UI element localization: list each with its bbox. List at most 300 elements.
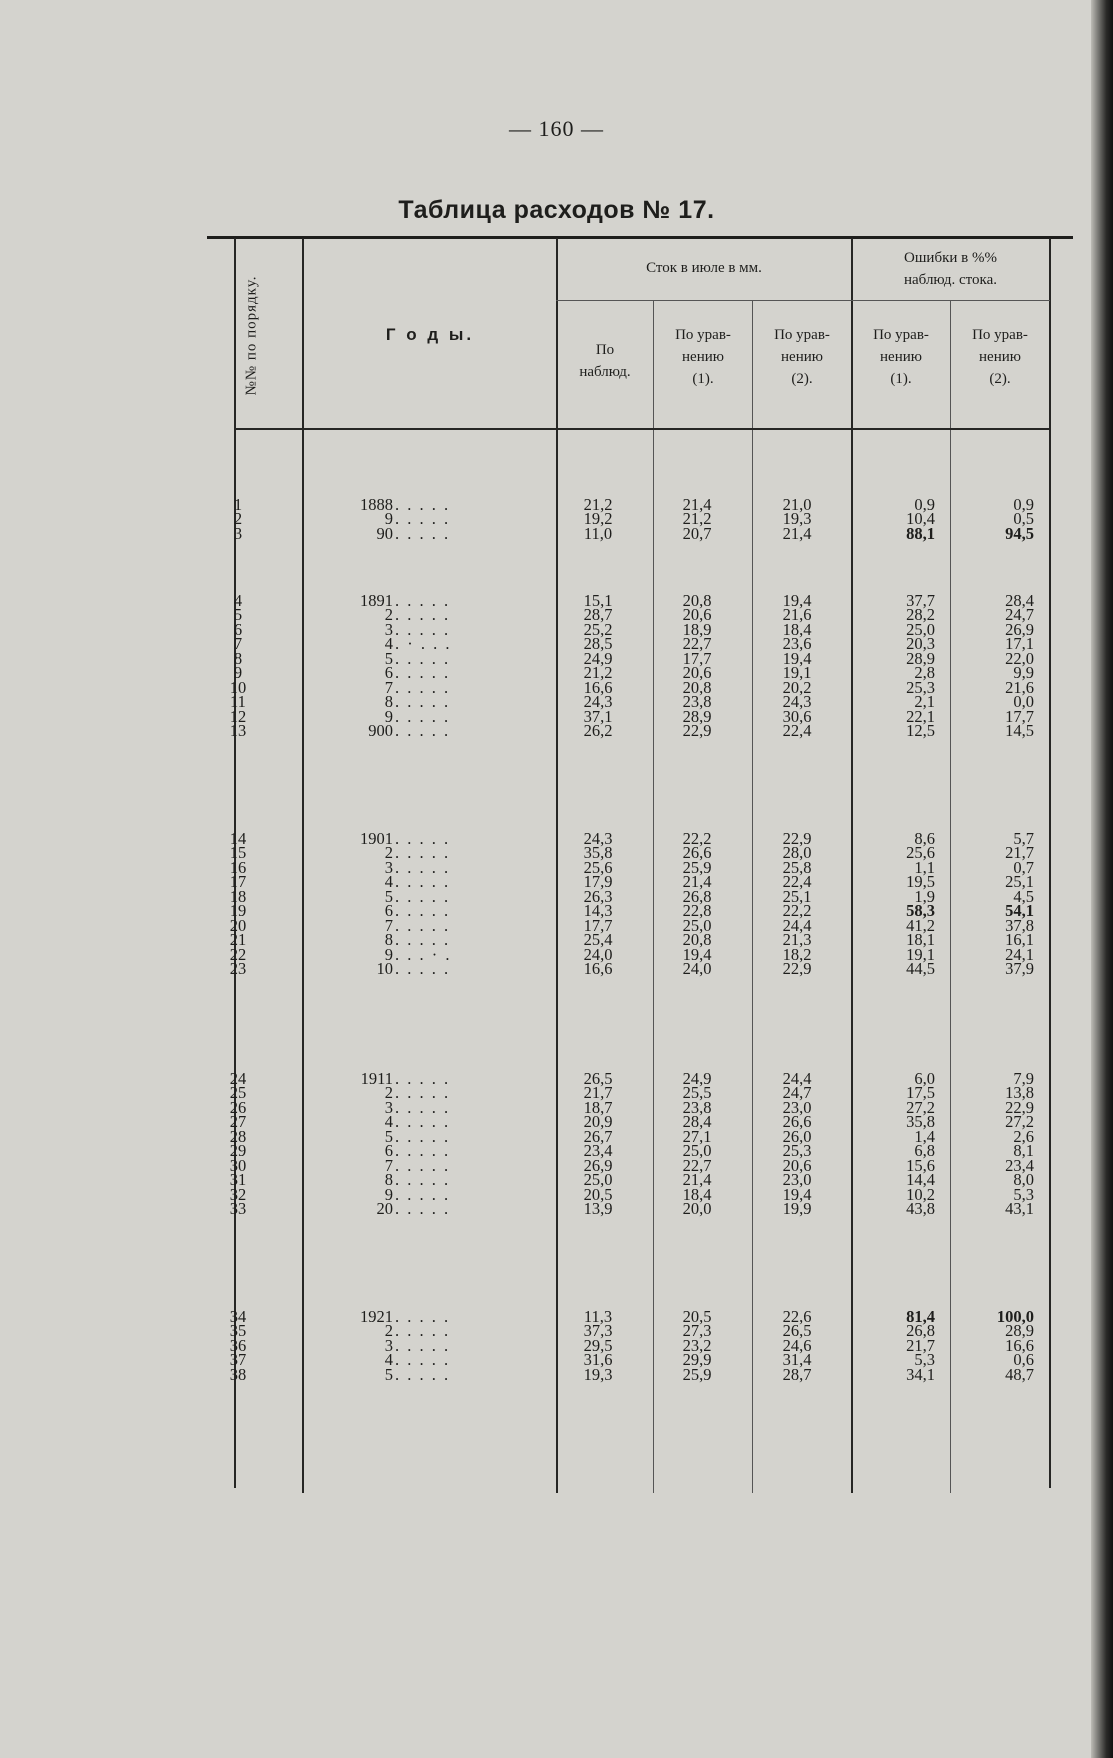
row-leader-dots: . . . . . — [395, 1350, 451, 1370]
row-number: 20 — [229, 915, 247, 935]
row-error1: 15,6 — [906, 1155, 935, 1175]
header-error1-line1: По урав- — [873, 327, 929, 343]
row-leader-dots: . . . . . — [395, 930, 451, 950]
row-observed: 19,2 — [583, 509, 613, 529]
row-number: 23 — [229, 959, 247, 979]
row-observed: 35,8 — [583, 843, 613, 863]
row-observed: 25,4 — [583, 930, 613, 950]
row-equation2: 21,4 — [782, 523, 812, 543]
row-equation1: 20,8 — [682, 677, 712, 697]
row-equation2: 26,0 — [782, 1126, 812, 1146]
row-error2: 5,3 — [1013, 1184, 1034, 1204]
row-leader-dots: . . . . . — [395, 1184, 451, 1204]
row-error2: 22,0 — [1005, 648, 1034, 668]
row-year: 2 — [384, 605, 393, 625]
row-error1: 58,3 — [906, 901, 935, 921]
row-error2: 37,8 — [1005, 915, 1034, 935]
row-observed: 31,6 — [583, 1350, 613, 1370]
row-year: 5 — [384, 648, 393, 668]
row-equation2: 20,2 — [782, 677, 812, 697]
row-year: 7 — [384, 915, 393, 935]
row-error1: 0,9 — [914, 495, 935, 514]
row-equation1: 23,2 — [682, 1335, 712, 1355]
row-equation2: 24,4 — [782, 915, 812, 935]
row-error1: 21,7 — [906, 1335, 935, 1355]
row-error1: 6,8 — [914, 1141, 935, 1161]
row-error2: 22,9 — [1005, 1097, 1034, 1117]
row-number: 6 — [233, 619, 243, 639]
row-year: 1888 — [360, 495, 393, 514]
row-leader-dots: . . . . . — [395, 692, 451, 712]
row-leader-dots: . . . . . — [395, 843, 451, 863]
row-equation2: 22,4 — [782, 872, 812, 892]
row-error2: 26,9 — [1005, 619, 1034, 639]
table-row — [207, 1364, 1047, 1385]
header-error2-line1: По урав- — [972, 327, 1028, 343]
row-error2: 17,7 — [1005, 706, 1034, 726]
row-error1: 44,5 — [906, 959, 935, 979]
row-error1: 19,1 — [906, 944, 935, 964]
row-year: 2 — [384, 1083, 393, 1103]
row-leader-dots: . . . . . — [395, 495, 451, 514]
row-equation2: 19,1 — [782, 663, 812, 683]
row-equation1: 20,6 — [682, 663, 712, 683]
row-year: 2 — [384, 843, 393, 863]
header-observed-line2: наблюд. — [579, 363, 631, 380]
row-year: 8 — [384, 930, 393, 950]
row-equation2: 28,0 — [782, 843, 812, 863]
row-error1: 1,4 — [914, 1126, 935, 1146]
row-error2: 94,5 — [1005, 523, 1034, 543]
row-error2: 37,9 — [1005, 959, 1034, 979]
row-leader-dots: . . . . . — [395, 648, 451, 668]
row-equation2: 25,8 — [782, 857, 812, 877]
row-leader-dots: . . . . . — [395, 901, 451, 921]
row-equation2: 22,2 — [782, 901, 812, 921]
row-leader-dots: . . . . . — [395, 1126, 451, 1146]
row-equation2: 31,4 — [782, 1350, 812, 1370]
row-number: 24 — [229, 1069, 247, 1088]
row-error1: 1,1 — [914, 857, 935, 877]
row-number: 13 — [229, 721, 247, 741]
row-error1: 2,1 — [914, 692, 935, 712]
row-number: 38 — [229, 1364, 247, 1384]
row-equation1: 20,5 — [682, 1307, 712, 1326]
row-equation1: 25,5 — [682, 1083, 712, 1103]
row-equation1: 25,9 — [682, 857, 712, 877]
row-error2: 28,9 — [1005, 1321, 1034, 1341]
row-observed: 29,5 — [583, 1335, 613, 1355]
row-observed: 20,9 — [583, 1112, 613, 1132]
row-leader-dots: . . . . . — [395, 1307, 451, 1326]
row-observed: 19,3 — [583, 1364, 613, 1384]
row-error2: 8,0 — [1013, 1170, 1034, 1190]
row-leader-dots: . . . . . — [395, 706, 451, 726]
row-year: 2 — [384, 1321, 393, 1341]
row-equation1: 21,4 — [682, 872, 712, 892]
row-observed: 37,1 — [583, 706, 613, 726]
row-equation1: 23,8 — [682, 692, 712, 712]
row-year: 8 — [384, 1170, 393, 1190]
row-number: 3 — [233, 523, 243, 543]
row-error1: 43,8 — [906, 1199, 935, 1219]
header-errors-line1: Ошибки в %% — [904, 250, 997, 266]
row-equation2: 19,9 — [782, 1199, 812, 1219]
row-equation2: 24,4 — [782, 1069, 812, 1088]
row-observed: 25,6 — [583, 857, 613, 877]
row-error2: 17,1 — [1005, 634, 1034, 654]
row-error2: 25,1 — [1005, 872, 1034, 892]
row-observed: 25,2 — [583, 619, 613, 639]
row-error1: 1,9 — [914, 886, 935, 906]
row-equation1: 20,0 — [682, 1199, 712, 1219]
row-equation2: 23,6 — [782, 634, 812, 654]
row-year: 9 — [384, 944, 393, 964]
row-year: 9 — [384, 706, 393, 726]
row-leader-dots: . . . . . — [395, 1097, 451, 1117]
row-number: 25 — [229, 1083, 247, 1103]
header-equation1 — [653, 325, 753, 390]
row-observed: 24,9 — [583, 648, 613, 668]
row-error1: 25,6 — [906, 843, 935, 863]
row-error2: 4,5 — [1013, 886, 1034, 906]
header-error1-line3: (1). — [890, 370, 912, 387]
row-leader-dots: . . . . . — [395, 1364, 451, 1384]
row-leader-dots: . · . . . — [395, 634, 452, 654]
row-error1: 28,9 — [906, 648, 935, 668]
row-number: 18 — [229, 886, 247, 906]
row-number: 9 — [233, 663, 243, 683]
row-equation2: 22,9 — [782, 829, 812, 848]
row-number: 21 — [229, 930, 247, 950]
header-observed-line1: По — [595, 342, 615, 358]
row-leader-dots: . . . . . — [395, 605, 451, 625]
row-equation2: 21,0 — [782, 495, 812, 514]
row-leader-dots: . . . . . — [395, 677, 451, 697]
row-number: 19 — [229, 901, 247, 921]
row-error2: 16,1 — [1005, 930, 1034, 950]
row-error1: 25,3 — [906, 677, 935, 697]
row-leader-dots: . . . . . — [395, 872, 451, 892]
row-observed: 16,6 — [583, 677, 613, 697]
row-number: 12 — [229, 706, 247, 726]
row-equation2: 19,4 — [782, 1184, 812, 1204]
row-equation1: 20,6 — [682, 605, 712, 625]
row-observed: 16,6 — [583, 959, 613, 979]
row-equation2: 26,6 — [782, 1112, 812, 1132]
row-error2: 23,4 — [1005, 1155, 1034, 1175]
row-number: 8 — [233, 648, 243, 668]
row-error1: 18,1 — [906, 930, 935, 950]
row-leader-dots: . . . . . — [395, 857, 451, 877]
row-error1: 8,6 — [914, 829, 935, 848]
row-observed: 37,3 — [583, 1321, 613, 1341]
row-error2: 0,6 — [1013, 1350, 1034, 1370]
row-year: 8 — [384, 692, 393, 712]
row-leader-dots: . . . . . — [395, 509, 451, 529]
row-error2: 54,1 — [1005, 901, 1034, 921]
row-error2: 13,8 — [1005, 1083, 1034, 1103]
row-observed: 21,2 — [583, 663, 613, 683]
row-equation1: 21,4 — [682, 495, 712, 514]
row-error2: 5,7 — [1013, 829, 1034, 848]
header-group-rule — [556, 300, 1050, 301]
row-year: 9 — [384, 1184, 393, 1204]
row-equation2: 22,4 — [782, 721, 812, 741]
row-leader-dots: . . . . . — [395, 915, 451, 935]
row-equation2: 20,6 — [782, 1155, 812, 1175]
row-error1: 19,5 — [906, 872, 935, 892]
row-number: 17 — [229, 872, 247, 892]
header-equation1-line3: (1). — [692, 370, 714, 387]
header-errors-group — [851, 248, 1050, 292]
header-equation1-line2: нению — [682, 348, 724, 365]
row-equation1: 25,0 — [682, 915, 712, 935]
row-year: 7 — [384, 677, 393, 697]
row-error2: 7,9 — [1013, 1069, 1034, 1088]
row-equation1: 26,8 — [682, 886, 712, 906]
row-number: 5 — [233, 605, 243, 625]
row-year: 4 — [384, 634, 393, 654]
row-equation2: 23,0 — [782, 1170, 812, 1190]
row-error1: 22,1 — [906, 706, 935, 726]
row-number: 29 — [229, 1141, 247, 1161]
header-equation2-line2: нению — [781, 348, 823, 365]
row-equation2: 24,3 — [782, 692, 812, 712]
row-equation1: 29,9 — [682, 1350, 712, 1370]
row-equation1: 17,7 — [682, 648, 712, 668]
row-equation2: 24,6 — [782, 1335, 812, 1355]
row-number: 10 — [229, 677, 247, 697]
header-error1-line2: нению — [880, 348, 922, 365]
row-error2: 0,7 — [1013, 857, 1034, 877]
header-equation2 — [752, 325, 852, 390]
row-year: 1921 — [360, 1307, 393, 1326]
table-title: Таблица расходов № 17. — [398, 196, 715, 224]
row-error1: 25,0 — [906, 619, 935, 639]
row-observed: 21,2 — [583, 495, 613, 514]
row-number: 7 — [233, 634, 243, 654]
row-equation2: 23,0 — [782, 1097, 812, 1117]
row-error2: 0,0 — [1013, 692, 1034, 712]
row-error1: 6,0 — [914, 1069, 935, 1088]
row-leader-dots: . . . . . — [395, 663, 451, 683]
header-error2-line3: (2). — [989, 370, 1011, 387]
table-row — [207, 1198, 1047, 1219]
row-year: 4 — [384, 872, 393, 892]
row-observed: 26,5 — [583, 1069, 613, 1088]
header-observed — [556, 340, 654, 384]
row-observed: 21,7 — [583, 1083, 613, 1103]
row-year: 5 — [384, 886, 393, 906]
row-observed: 24,0 — [583, 944, 613, 964]
row-observed: 14,3 — [583, 901, 613, 921]
row-year: 5 — [384, 1364, 393, 1384]
row-error2: 16,6 — [1005, 1335, 1034, 1355]
row-error1: 12,5 — [906, 721, 935, 741]
row-error1: 34,1 — [906, 1364, 935, 1384]
row-number: 16 — [229, 857, 247, 877]
row-equation2: 28,7 — [782, 1364, 812, 1384]
row-observed: 26,9 — [583, 1155, 613, 1175]
row-error2: 14,5 — [1005, 721, 1034, 741]
row-number: 31 — [229, 1170, 247, 1190]
row-error1: 35,8 — [906, 1112, 935, 1132]
row-equation2: 25,3 — [782, 1141, 812, 1161]
row-observed: 20,5 — [583, 1184, 613, 1204]
header-runoff-group: Сток в июле в мм. — [646, 260, 762, 276]
row-error2: 9,9 — [1013, 663, 1034, 683]
header-error2-line2: нению — [979, 348, 1021, 365]
row-leader-dots: . . . . . — [395, 1199, 451, 1219]
row-equation2: 22,9 — [782, 959, 812, 979]
row-observed: 11,3 — [583, 1307, 613, 1326]
row-year: 6 — [384, 663, 393, 683]
row-error2: 2,6 — [1013, 1126, 1034, 1146]
row-equation1: 25,9 — [682, 1364, 712, 1384]
row-year: 1891 — [360, 591, 393, 610]
row-number: 27 — [229, 1112, 247, 1132]
row-leader-dots: . . . . . — [395, 1155, 451, 1175]
row-equation2: 21,3 — [782, 930, 812, 950]
row-year: 7 — [384, 1155, 393, 1175]
row-number: 28 — [229, 1126, 247, 1146]
row-equation1: 22,8 — [682, 901, 712, 921]
row-error2: 24,7 — [1005, 605, 1034, 625]
row-observed: 17,7 — [583, 915, 613, 935]
row-number: 22 — [229, 944, 247, 964]
header-bottom-rule — [234, 428, 1050, 430]
row-observed: 23,4 — [583, 1141, 613, 1161]
row-year: 10 — [376, 959, 393, 979]
row-error1: 28,2 — [906, 605, 935, 625]
row-observed: 26,3 — [583, 886, 613, 906]
row-error1: 10,4 — [906, 509, 935, 529]
row-equation1: 28,9 — [682, 706, 712, 726]
header-errors-line2: наблюд. стока. — [904, 271, 997, 288]
row-equation1: 28,4 — [682, 1112, 712, 1132]
row-leader-dots: . . . . . — [395, 721, 451, 741]
row-leader-dots: . . . . . — [395, 1069, 451, 1088]
table-right-border — [1049, 238, 1051, 1488]
row-error1: 14,4 — [906, 1170, 935, 1190]
row-error2: 8,1 — [1013, 1141, 1034, 1161]
header-equation2-line3: (2). — [791, 370, 813, 387]
row-equation1: 18,9 — [682, 619, 712, 639]
row-error2: 21,6 — [1005, 677, 1034, 697]
row-equation2: 26,5 — [782, 1321, 812, 1341]
row-error1: 5,3 — [914, 1350, 935, 1370]
row-observed: 24,3 — [583, 692, 613, 712]
row-equation2: 19,4 — [782, 648, 812, 668]
row-observed: 11,0 — [583, 523, 613, 543]
row-equation1: 18,4 — [682, 1184, 712, 1204]
row-number: 15 — [229, 843, 247, 863]
row-number: 35 — [229, 1321, 247, 1341]
row-equation1: 22,2 — [682, 829, 712, 848]
row-leader-dots: . . . . . — [395, 1083, 451, 1103]
row-leader-dots: . . . . . — [395, 959, 451, 979]
row-number: 30 — [229, 1155, 247, 1175]
row-observed: 24,3 — [583, 829, 613, 848]
header-equation1-line1: По урав- — [675, 327, 731, 343]
row-equation1: 21,2 — [682, 509, 712, 529]
row-error2: 24,1 — [1005, 944, 1034, 964]
row-equation1: 20,8 — [682, 591, 712, 610]
header-row-number-label: №№ по порядку. — [243, 274, 260, 396]
row-error1: 10,2 — [906, 1184, 935, 1204]
row-equation1: 19,4 — [682, 944, 712, 964]
row-equation1: 20,7 — [682, 523, 712, 543]
row-error1: 27,2 — [906, 1097, 935, 1117]
row-equation1: 20,8 — [682, 930, 712, 950]
row-leader-dots: . . . . . — [395, 829, 451, 848]
row-leader-dots: . . . . . — [395, 1321, 451, 1341]
row-equation2: 24,7 — [782, 1083, 812, 1103]
row-error2: 48,7 — [1005, 1364, 1034, 1384]
row-equation2: 21,6 — [782, 605, 812, 625]
page-number: — 160 — — [509, 116, 604, 141]
row-leader-dots: . . . . . — [395, 619, 451, 639]
row-year: 3 — [384, 857, 393, 877]
row-leader-dots: . . . · . — [395, 944, 452, 964]
row-error2: 0,9 — [1013, 495, 1034, 514]
row-number: 34 — [229, 1307, 247, 1326]
row-year: 6 — [384, 901, 393, 921]
row-equation2: 18,2 — [782, 944, 812, 964]
row-error2: 27,2 — [1005, 1112, 1034, 1132]
row-year: 3 — [384, 1097, 393, 1117]
row-observed: 26,2 — [583, 721, 613, 741]
row-error1: 2,8 — [914, 663, 935, 683]
row-equation1: 25,0 — [682, 1141, 712, 1161]
row-equation1: 23,8 — [682, 1097, 712, 1117]
row-number: 36 — [229, 1335, 247, 1355]
row-leader-dots: . . . . . — [395, 1170, 451, 1190]
row-equation1: 21,4 — [682, 1170, 712, 1190]
header-error1 — [851, 325, 951, 390]
row-equation1: 26,6 — [682, 843, 712, 863]
row-equation1: 22,7 — [682, 634, 712, 654]
page-edge-shadow — [1091, 0, 1113, 1758]
row-year: 5 — [384, 1126, 393, 1146]
header-row-number — [232, 245, 272, 425]
row-observed: 28,7 — [583, 605, 613, 625]
row-number: 4 — [233, 591, 243, 610]
row-observed: 26,7 — [583, 1126, 613, 1146]
row-equation1: 24,0 — [682, 959, 712, 979]
row-number: 37 — [229, 1350, 247, 1370]
row-year: 4 — [384, 1112, 393, 1132]
row-error1: 41,2 — [906, 915, 935, 935]
row-error2: 28,4 — [1005, 591, 1034, 610]
row-leader-dots: . . . . . — [395, 1335, 451, 1355]
row-year: 9 — [384, 509, 393, 529]
row-equation2: 19,3 — [782, 509, 812, 529]
row-leader-dots: . . . . . — [395, 886, 451, 906]
row-year: 3 — [384, 1335, 393, 1355]
row-error1: 81,4 — [906, 1307, 935, 1326]
table-row — [207, 720, 1047, 741]
row-equation2: 22,6 — [782, 1307, 812, 1326]
table-row — [207, 958, 1047, 979]
row-number: 32 — [229, 1184, 247, 1204]
row-error2: 21,7 — [1005, 843, 1034, 863]
row-leader-dots: . . . . . — [395, 1141, 451, 1161]
row-equation2: 25,1 — [782, 886, 812, 906]
row-year: 20 — [376, 1199, 393, 1219]
row-equation2: 30,6 — [782, 706, 812, 726]
